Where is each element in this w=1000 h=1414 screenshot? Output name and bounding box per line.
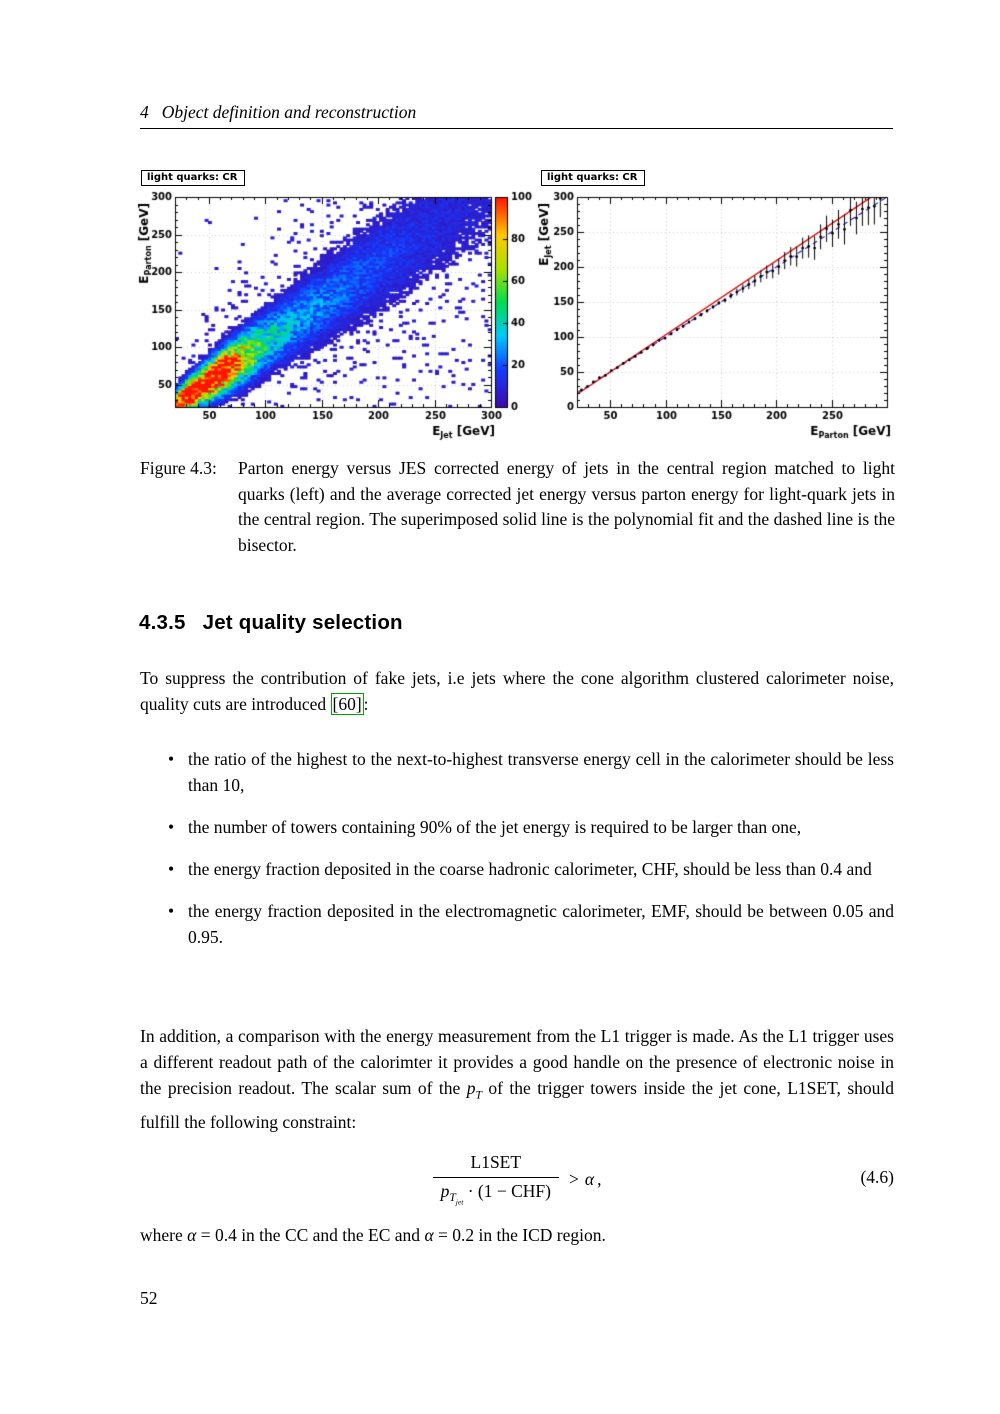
right-plot-legend — [541, 170, 645, 186]
bullet-marker: • — [168, 901, 175, 921]
list-item-et-ratio — [140, 746, 894, 798]
figure-caption-label: Figure 4.3: — [140, 458, 217, 478]
equation-comma: , — [597, 1168, 602, 1189]
running-header — [140, 102, 416, 123]
section-number: 4.3.5 — [139, 611, 186, 634]
list-item-text: the number of towers containing 90% of the jet energy is required to be larger than one, — [188, 817, 802, 837]
section-title: Jet quality selection — [202, 611, 403, 634]
left-plot-legend — [141, 170, 245, 186]
profile-plot-jet-vs-parton — [535, 165, 940, 445]
alpha-symbol: α — [424, 1225, 434, 1245]
alpha-symbol: α — [187, 1225, 197, 1245]
bullet-marker: • — [168, 859, 175, 879]
right-plot-legend-label: light quarks: CR — [547, 172, 638, 183]
heatmap-plot-parton-vs-jet — [135, 165, 540, 445]
chapter-title: Object definition and reconstruction — [161, 102, 417, 122]
list-item-text: the ratio of the highest to the next-to-highest transverse energy cell in the calorimeter should be less than 10, — [188, 749, 894, 795]
equation-fraction — [433, 1152, 559, 1207]
list-item-chf — [140, 856, 894, 882]
l1-text-1: In addition, a comparison with the energy measurement from the L1 trigger is made. As the L1 trigger uses a different readout path of the calorimter it provides a good handle on the presence of electronic noise in the precision readout. The scalar sum of the — [140, 1026, 894, 1098]
bullet-marker: • — [168, 749, 175, 769]
l1-text-2: of the trigger towers inside the jet cone, L1SET, should fulfill the following constraint: — [140, 1078, 894, 1132]
equation-body — [140, 1148, 894, 1210]
header-rule — [140, 128, 893, 129]
greater-than-sign: > — [569, 1168, 579, 1189]
list-item-tower-count — [140, 814, 894, 840]
list-item-emf — [140, 898, 894, 950]
citation-60-link[interactable]: [60] — [332, 694, 362, 714]
equation-4-6 — [140, 1148, 894, 1210]
figure-caption — [140, 456, 895, 558]
list-item-text: the energy fraction deposited in the electromagnetic calorimeter, EMF, should be between 0.05 and 0.95. — [188, 901, 894, 947]
intro-text-1: To suppress the contribution of fake jets, i.e jets where the cone algorithm clustered calorimeter noise, quality cuts are introduced — [140, 668, 894, 714]
left-plot-legend-label: light quarks: CR — [147, 172, 238, 183]
figure-caption-text: Parton energy versus JES corrected energy of jets in the central region matched to light quarks (left) and the average corrected jet energy versus parton energy for light-quark jets in the central region. The superimposed solid line is the polynomial fit and the dashed line is the bisector. — [238, 458, 895, 555]
quality-cuts-list — [140, 746, 894, 966]
l1-trigger-paragraph — [140, 1023, 894, 1135]
equation-number: (4.6) — [860, 1166, 894, 1187]
chapter-number: 4 — [140, 102, 149, 122]
intro-paragraph — [140, 665, 894, 717]
alpha-symbol: α — [584, 1168, 595, 1189]
bullet-marker: • — [168, 817, 175, 837]
intro-text-2: : — [363, 694, 369, 714]
equation-denominator: $p_{T_{jet}} \cdot (1 - CHF)$ — [433, 1177, 559, 1207]
list-item-text: the energy fraction deposited in the coarse hadronic calorimeter, CHF, should be less than 0.4 and — [188, 859, 872, 879]
section-heading — [139, 611, 403, 635]
page-number: 52 — [140, 1288, 158, 1308]
where-line: where α = 0.4 in the CC and the EC and α = 0.2 in the ICD region. — [140, 1225, 606, 1245]
pt-symbol: $p_T$ — [466, 1078, 482, 1102]
equation-numerator: L1SET — [470, 1151, 522, 1172]
